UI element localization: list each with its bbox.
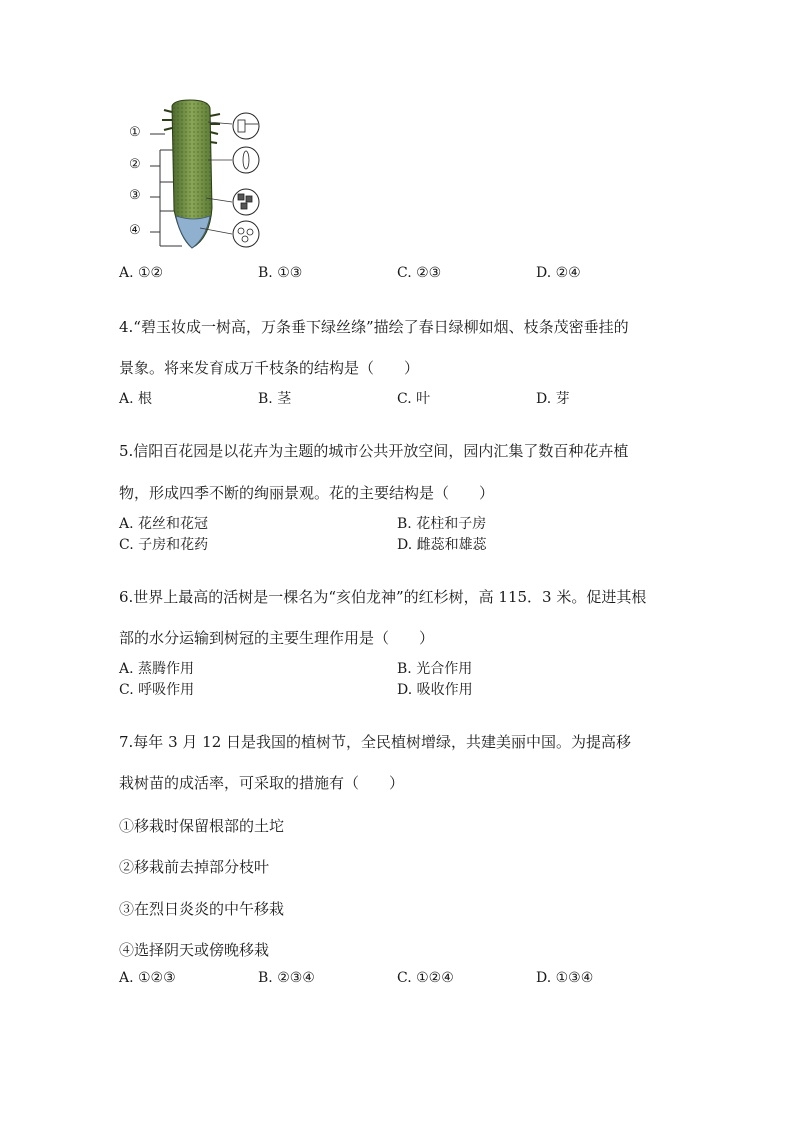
q7-option-b: B. ②③④ [258, 970, 315, 986]
q3-option-c: C. ②③ [397, 265, 442, 281]
q3-option-b: B. ①③ [258, 265, 303, 281]
q5-stem-line-1: 5.信阳百花园是以花卉为主题的城市公共开放空间，园内汇集了数百种花卉植 [119, 442, 629, 460]
q6-option-d: D. 吸收作用 [397, 682, 473, 698]
q3-option-d: D. ②④ [536, 265, 581, 281]
q3-option-a: A. ①② [119, 265, 164, 281]
figure-label-4: ④ [129, 223, 141, 238]
q4-option-b: B. 茎 [258, 391, 292, 407]
q4-option-d: D. 芽 [536, 391, 570, 407]
q7-stem-line-1: 7.每年 3 月 12 日是我国的植树节，全民植树增绿，共建美丽中国。为提高移 [119, 733, 632, 751]
figure-label-3: ③ [129, 188, 141, 203]
q7-stem-line-2: 栽树苗的成活率，可采取的措施有（ ） [119, 774, 405, 792]
root-tip-figure [120, 98, 270, 253]
q6-option-c: C. 呼吸作用 [119, 682, 195, 698]
q7-option-c: C. ①②④ [397, 970, 454, 986]
q7-option-d: D. ①③④ [536, 970, 594, 986]
q7-option-a: A. ①②③ [119, 970, 176, 986]
q4-stem-line-2: 景象。将来发育成万千枝条的结构是（ ） [119, 359, 420, 377]
q4-option-c: C. 叶 [397, 391, 431, 407]
root-tip-diagram [120, 98, 270, 253]
q6-stem-line-2: 部的水分运输到树冠的主要生理作用是（ ） [119, 629, 435, 647]
q4-stem-line-1: 4.“碧玉妆成一树高，万条垂下绿丝绦”描绘了春日绿柳如烟、枝条茂密垂挂的 [119, 318, 629, 336]
q5-option-b: B. 花柱和子房 [397, 516, 487, 532]
q7-item-1: ①移栽时保留根部的土坨 [119, 817, 285, 835]
q5-option-a: A. 花丝和花冠 [119, 516, 209, 532]
q5-option-d: D. 雌蕊和雄蕊 [397, 537, 487, 553]
q7-item-3: ③在烈日炎炎的中午移栽 [119, 900, 285, 918]
q4-option-a: A. 根 [119, 391, 153, 407]
figure-label-2: ② [129, 157, 141, 172]
q6-option-a: A. 蒸腾作用 [119, 661, 195, 677]
q7-item-2: ②移栽前去掉部分枝叶 [119, 858, 270, 876]
q5-option-c: C. 子房和花药 [119, 537, 209, 553]
cell-detail-circles [233, 113, 259, 247]
q6-stem-line-1: 6.世界上最高的活树是一棵名为“亥伯龙神”的红杉树，高 115．3 米。促进其根 [119, 588, 647, 606]
root-cap [176, 216, 210, 248]
figure-label-1: ① [129, 125, 141, 140]
q7-item-4: ④选择阴天或傍晚移栽 [119, 941, 270, 959]
q6-option-b: B. 光合作用 [397, 661, 473, 677]
q5-stem-line-2: 物，形成四季不断的绚丽景观。花的主要结构是（ ） [119, 484, 495, 502]
